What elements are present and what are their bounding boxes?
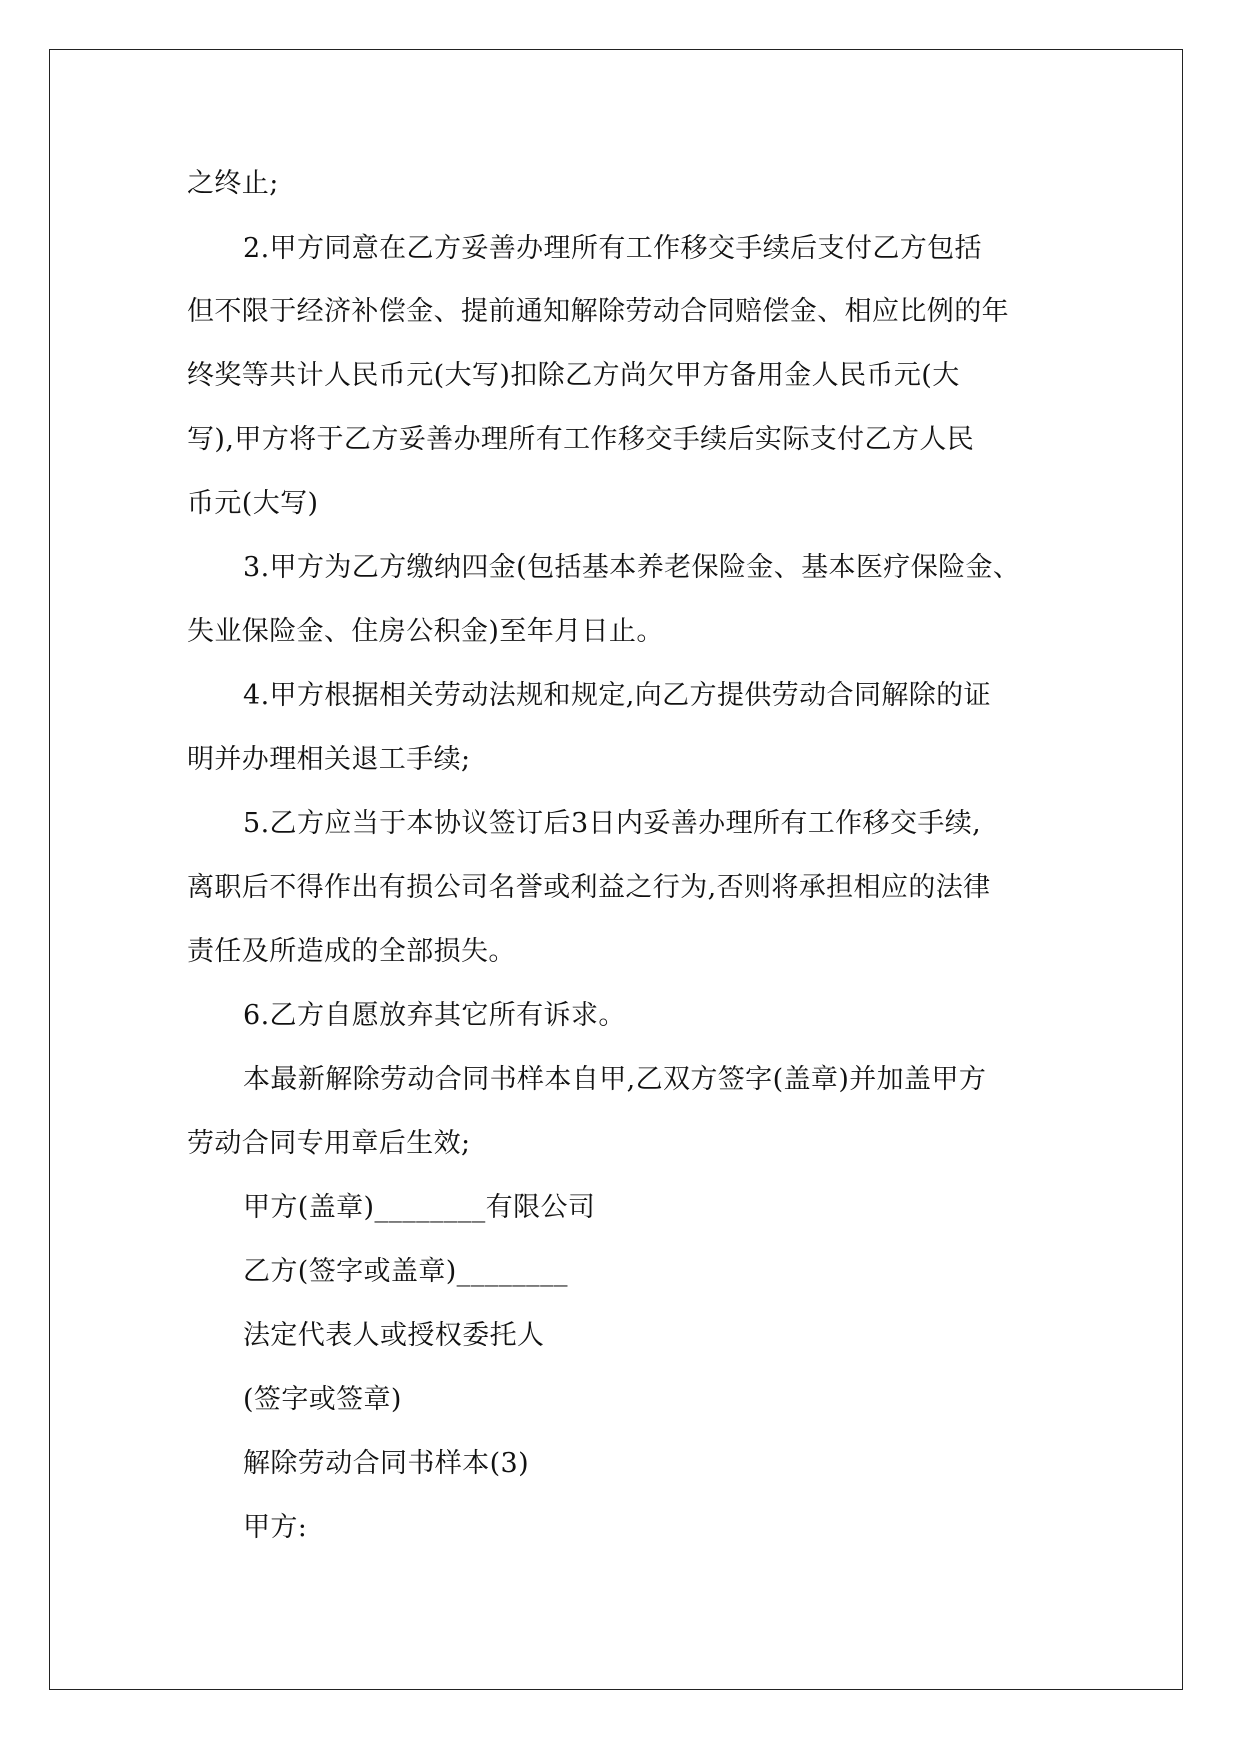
text-line: 6.乙方自愿放弃其它所有诉求。 <box>243 1000 626 1031</box>
text-line: 离职后不得作出有损公司名誉或利益之行为,否则将承担相应的法律 <box>187 872 991 903</box>
text-line: 2.甲方同意在乙方妥善办理所有工作移交手续后支付乙方包括 <box>243 233 982 264</box>
signature-line-party-a: 甲方(盖章)________有限公司 <box>243 1192 596 1223</box>
text-line: 3.甲方为乙方缴纳四金(包括基本养老保险金、基本医疗保险金、 <box>243 552 1021 583</box>
text-line: 币元(大写) <box>187 488 319 519</box>
text-line: 责任及所造成的全部损失。 <box>187 936 516 967</box>
text-line: 本最新解除劳动合同书样本自甲,乙双方签字(盖章)并加盖甲方 <box>243 1064 987 1095</box>
section-heading: 解除劳动合同书样本(3) <box>243 1448 530 1479</box>
text-line: (签字或签章) <box>243 1384 402 1415</box>
text-line: 之终止; <box>187 168 279 199</box>
text-line: 法定代表人或授权委托人 <box>243 1320 545 1351</box>
signature-line-party-b: 乙方(签字或盖章)________ <box>243 1256 568 1287</box>
text-line: 甲方: <box>243 1512 308 1543</box>
text-line: 劳动合同专用章后生效; <box>187 1128 471 1159</box>
text-line: 写),甲方将于乙方妥善办理所有工作移交手续后实际支付乙方人民 <box>187 424 975 455</box>
text-line: 5.乙方应当于本协议签订后3日内妥善办理所有工作移交手续, <box>243 808 982 839</box>
text-line: 4.甲方根据相关劳动法规和规定,向乙方提供劳动合同解除的证 <box>243 680 991 711</box>
text-line: 但不限于经济补偿金、提前通知解除劳动合同赔偿金、相应比例的年 <box>187 296 1009 327</box>
text-line: 终奖等共计人民币元(大写)扣除乙方尚欠甲方备用金人民币元(大 <box>187 360 960 391</box>
text-line: 明并办理相关退工手续; <box>187 744 471 775</box>
text-line: 失业保险金、住房公积金)至年月日止。 <box>187 616 664 647</box>
